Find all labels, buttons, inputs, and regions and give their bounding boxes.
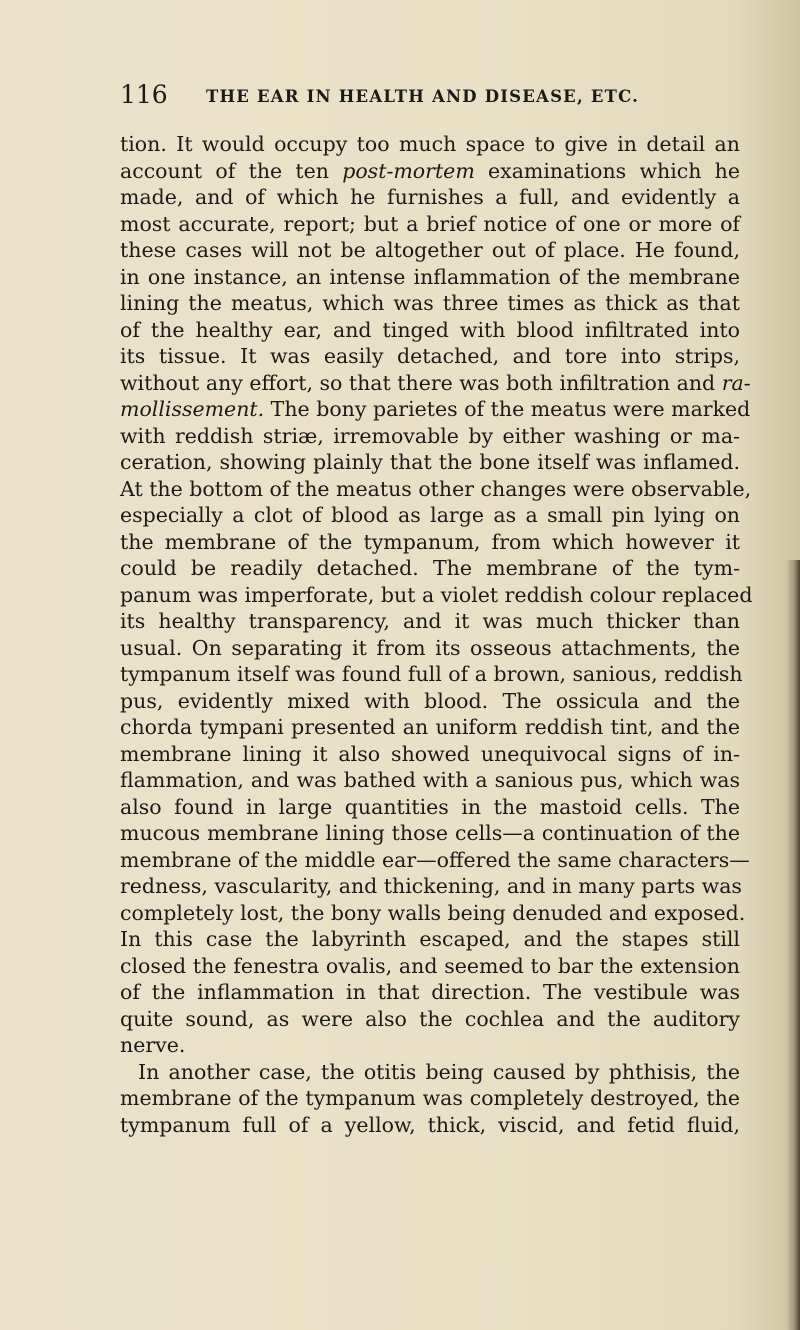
text-line bbox=[120, 608, 740, 635]
text-line bbox=[120, 873, 740, 900]
text-line bbox=[120, 688, 740, 715]
text-line bbox=[120, 211, 740, 238]
text-line bbox=[120, 820, 740, 847]
text-line bbox=[120, 1006, 740, 1033]
text-segment: closed the fenestra ovalis, and seemed to bar the extension bbox=[120, 953, 740, 978]
text-segment: tion. It would occupy too much space to give in detail an bbox=[120, 132, 740, 156]
text-segment: could be readily detached. The membrane of the tym- bbox=[120, 556, 740, 580]
text-segment: quite sound, as were also the cochlea and the auditory bbox=[120, 1006, 740, 1031]
italic-text: mollissement. bbox=[120, 397, 265, 421]
italic-text: post-mortem bbox=[342, 158, 475, 183]
text-segment: without any effort, so that there was both infiltration and bbox=[120, 370, 722, 395]
text-segment: redness, vascularity, and thickening, and in many parts was bbox=[120, 874, 742, 898]
text-line bbox=[120, 423, 740, 450]
text-segment: also found in large quantities in the mastoid cells. The bbox=[120, 794, 740, 819]
text-segment: At the bottom of the meatus other changes were observable, bbox=[120, 476, 752, 501]
text-line bbox=[120, 1112, 740, 1139]
text-segment: panum was imperforate, but a violet reddish colour replaced bbox=[120, 582, 753, 607]
text-segment: the membrane of the tympanum, from which however it bbox=[120, 529, 740, 554]
text-segment: flammation, and was bathed with a sanious pus, which was bbox=[120, 768, 740, 792]
text-segment: tympanum full of a yellow, thick, viscid, and fetid fluid, bbox=[120, 1112, 740, 1137]
text-segment: in one instance, an intense inflammation of the membrane bbox=[120, 264, 740, 289]
text-line bbox=[120, 237, 740, 264]
text-segment: membrane lining it also showed unequivocal signs of in- bbox=[120, 741, 740, 766]
text-line bbox=[120, 555, 740, 582]
text-line bbox=[120, 635, 740, 662]
text-line bbox=[120, 714, 740, 741]
text-line bbox=[120, 926, 740, 953]
page-edge-shadow bbox=[786, 560, 800, 1330]
text-line bbox=[120, 343, 740, 370]
text-segment: chorda tympani presented an uniform reddish tint, and the bbox=[120, 715, 740, 739]
text-segment: In another case, the otitis being caused by phthisis, the bbox=[138, 1059, 740, 1084]
text-line bbox=[120, 184, 740, 211]
text-segment: membrane of the middle ear—offered the same characters— bbox=[120, 847, 750, 872]
text-segment: nerve. bbox=[120, 1033, 186, 1057]
text-segment: its healthy transparency, and it was much thicker than bbox=[120, 609, 740, 633]
text-line bbox=[120, 158, 740, 185]
body-text bbox=[120, 131, 753, 1138]
text-segment: tympanum itself was found full of a brown, sanious, reddish bbox=[120, 662, 743, 686]
text-segment: ceration, showing plainly that the bone itself was inflamed. bbox=[120, 450, 740, 474]
text-line bbox=[120, 953, 740, 980]
page-number: 116 bbox=[120, 80, 168, 109]
text-line bbox=[120, 900, 746, 927]
text-segment: usual. On separating it from its osseous attachments, the bbox=[120, 635, 740, 660]
text-line bbox=[120, 396, 751, 423]
running-title: THE EAR IN HEALTH AND DISEASE, ETC. bbox=[206, 87, 640, 106]
text-line bbox=[120, 449, 740, 476]
text-segment: its tissue. It was easily detached, and tore into strips, bbox=[120, 344, 740, 368]
text-line bbox=[120, 529, 740, 556]
text-segment: pus, evidently mixed with blood. The ossicula and the bbox=[120, 688, 740, 713]
text-segment: especially a clot of blood as large as a small pin lying on bbox=[120, 503, 740, 527]
text-segment: with reddish striæ, irremovable by either washing or ma- bbox=[120, 423, 740, 448]
text-line bbox=[120, 131, 740, 158]
text-line bbox=[120, 502, 740, 529]
text-line bbox=[120, 741, 740, 768]
text-line bbox=[120, 476, 752, 503]
text-line bbox=[120, 1059, 740, 1086]
text-segment: of the inflammation in that direction. The vestibule was bbox=[120, 980, 740, 1004]
text-line bbox=[120, 1032, 740, 1059]
text-segment: most accurate, report; but a brief notice of one or more of bbox=[120, 211, 740, 236]
text-line bbox=[120, 979, 740, 1006]
italic-text: ra- bbox=[721, 370, 751, 395]
text-line bbox=[120, 1085, 740, 1112]
text-segment: account of the ten bbox=[120, 158, 343, 183]
text-segment: examinations which he bbox=[474, 158, 741, 183]
text-line bbox=[120, 370, 751, 397]
text-segment: In this case the labyrinth escaped, and the stapes still bbox=[120, 927, 740, 951]
text-segment: of the healthy ear, and tinged with blood infiltrated into bbox=[120, 317, 740, 342]
text-line bbox=[120, 661, 743, 688]
text-segment: completely lost, the bony walls being denuded and exposed. bbox=[120, 900, 746, 925]
text-line bbox=[120, 582, 753, 609]
text-segment: mucous membrane lining those cells—a continuation of the bbox=[120, 821, 740, 845]
text-line bbox=[120, 767, 740, 794]
text-segment: lining the meatus, which was three times as thick as that bbox=[120, 291, 740, 315]
text-line bbox=[120, 264, 740, 291]
text-line bbox=[120, 317, 740, 344]
text-segment: membrane of the tympanum was completely destroyed, the bbox=[120, 1086, 740, 1110]
text-segment: made, and of which he furnishes a full, and evidently a bbox=[120, 185, 740, 209]
text-line bbox=[120, 847, 750, 874]
text-line bbox=[120, 794, 740, 821]
text-segment: The bony parietes of the meatus were marked bbox=[264, 397, 751, 421]
text-segment: these cases will not be altogether out of place. He found, bbox=[120, 238, 740, 262]
text-line bbox=[120, 290, 740, 317]
page-header bbox=[120, 80, 740, 120]
